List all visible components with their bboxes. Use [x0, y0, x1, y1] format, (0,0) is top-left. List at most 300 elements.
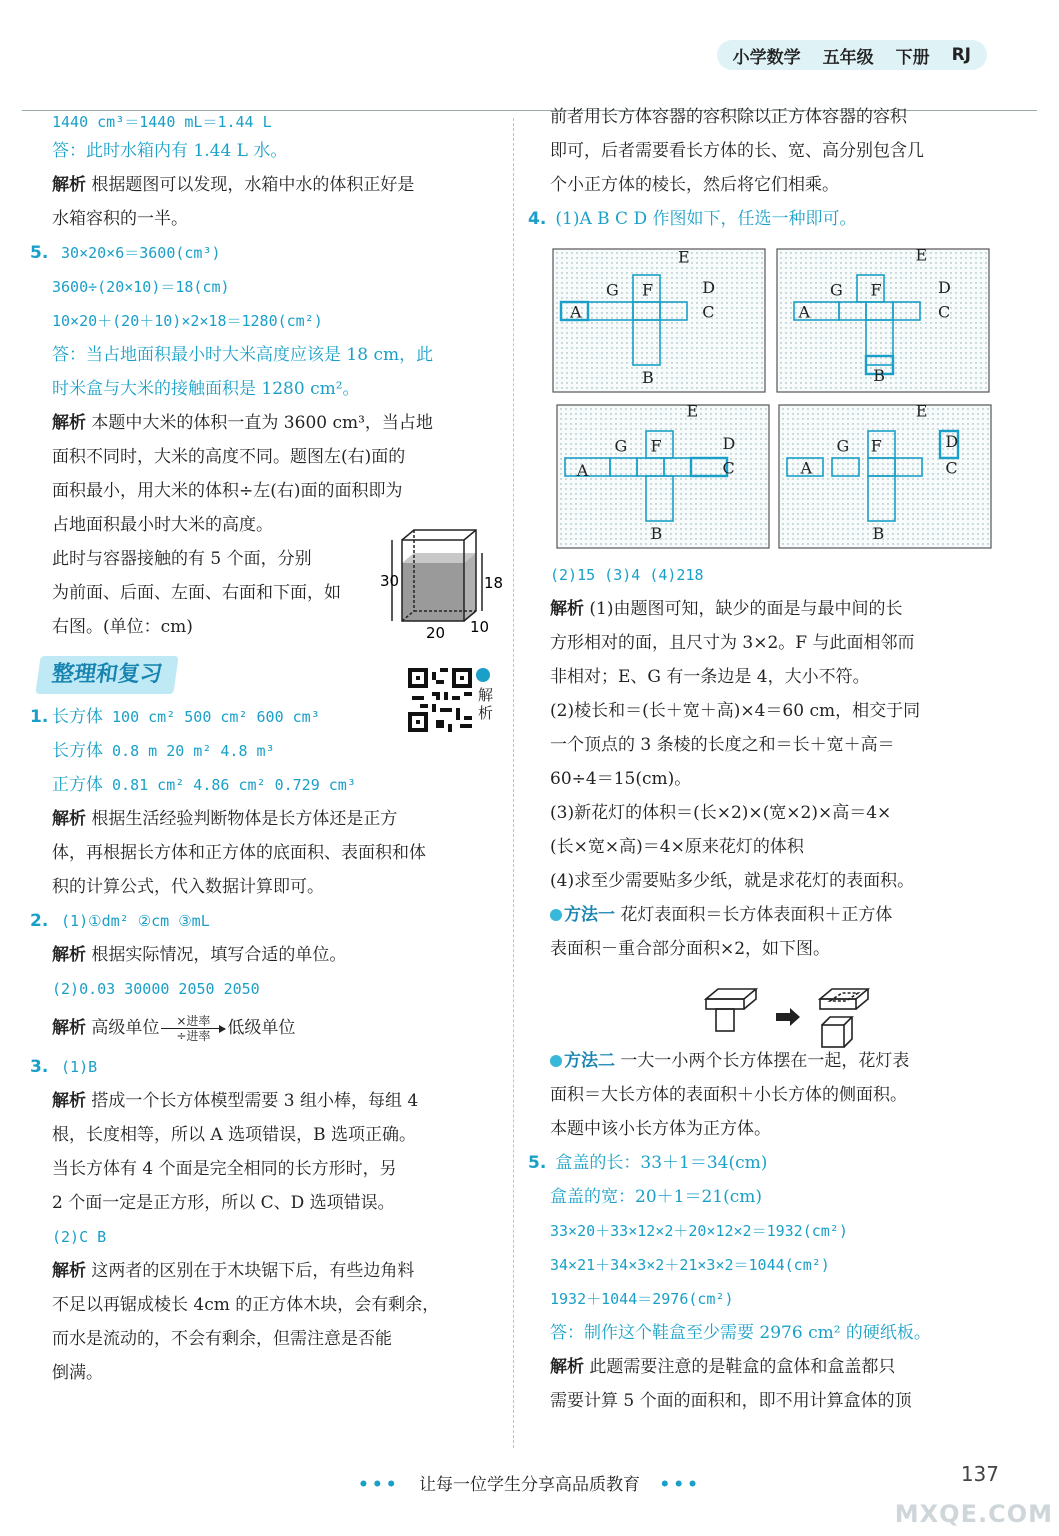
grid-dot — [705, 498, 706, 499]
grid-dot — [800, 342, 801, 343]
grid-dot — [650, 493, 651, 494]
grid-dot — [556, 367, 557, 368]
grid-dot — [852, 488, 853, 489]
grid-dot — [695, 533, 696, 534]
grid-dot — [736, 257, 737, 258]
grid-dot — [857, 528, 858, 529]
grid-dot — [885, 312, 886, 313]
grid-dot — [845, 312, 846, 313]
grid-dot — [895, 367, 896, 368]
grid-dot — [655, 408, 656, 409]
grid-dot — [651, 252, 652, 253]
grid-dot — [616, 377, 617, 378]
grid-dot — [606, 252, 607, 253]
grid-dot — [932, 518, 933, 519]
grid-dot — [641, 342, 642, 343]
grid-dot — [795, 357, 796, 358]
grid-dot — [972, 443, 973, 444]
grid-dot — [792, 463, 793, 464]
grid-dot — [740, 463, 741, 464]
grid-dot — [977, 498, 978, 499]
text: (1)由题图可知，缺少的面是与最中间的长 — [584, 599, 903, 619]
grid-dot — [932, 443, 933, 444]
grid-dot — [675, 408, 676, 409]
grid-dot — [872, 408, 873, 409]
grid-dot — [832, 408, 833, 409]
grid-dot — [827, 458, 828, 459]
grid-dot — [600, 428, 601, 429]
grid-dot — [782, 408, 783, 409]
grid-dot — [671, 262, 672, 263]
grid-dot — [761, 282, 762, 283]
grid-dot — [782, 463, 783, 464]
grid-dot — [975, 387, 976, 388]
grid-dot — [962, 508, 963, 509]
grid-dot — [907, 523, 908, 524]
grid-dot — [696, 382, 697, 383]
grid-dot — [785, 267, 786, 268]
grid-dot — [750, 413, 751, 414]
grid-dot — [935, 332, 936, 333]
grid-dot — [756, 287, 757, 288]
grid-dot — [676, 382, 677, 383]
grid-dot — [760, 483, 761, 484]
text-line: 而水是流动的，不会有剩余，但需注意是否能 — [52, 1329, 392, 1349]
grid-dot — [726, 372, 727, 373]
grid-dot — [745, 488, 746, 489]
grid-dot — [820, 372, 821, 373]
grid-dot — [730, 543, 731, 544]
grid-dot — [807, 483, 808, 484]
grid-dot — [705, 513, 706, 514]
grid-dot — [955, 362, 956, 363]
grid-dot — [725, 533, 726, 534]
grid-dot — [646, 327, 647, 328]
grid-dot — [575, 453, 576, 454]
grid-dot — [917, 433, 918, 434]
grid-dot — [915, 287, 916, 288]
grid-dot — [685, 493, 686, 494]
grid-dot — [882, 428, 883, 429]
grid-dot — [852, 468, 853, 469]
grid-dot — [591, 337, 592, 338]
grid-dot — [817, 433, 818, 434]
grid-dot — [850, 252, 851, 253]
grid-dot — [605, 493, 606, 494]
grid-dot — [897, 443, 898, 444]
grid-dot — [741, 307, 742, 308]
grid-dot — [721, 252, 722, 253]
grid-dot — [736, 297, 737, 298]
grid-dot — [610, 478, 611, 479]
grid-dot — [595, 468, 596, 469]
grid-dot — [751, 332, 752, 333]
grid-dot — [636, 382, 637, 383]
grid-dot — [882, 443, 883, 444]
grid-dot — [952, 508, 953, 509]
grid-dot — [967, 468, 968, 469]
grid-dot — [812, 473, 813, 474]
play-icon[interactable] — [476, 668, 490, 682]
grid-dot — [746, 362, 747, 363]
grid-dot — [822, 533, 823, 534]
grid-dot — [802, 528, 803, 529]
grid-dot — [855, 377, 856, 378]
grid-dot — [937, 513, 938, 514]
grid-dot — [790, 357, 791, 358]
grid-dot — [646, 357, 647, 358]
grid-dot — [611, 387, 612, 388]
grid-dot — [695, 543, 696, 544]
grid-dot — [571, 287, 572, 288]
grid-dot — [820, 287, 821, 288]
grid-dot — [787, 408, 788, 409]
grid-dot — [740, 488, 741, 489]
grid-dot — [950, 297, 951, 298]
grid-dot — [817, 543, 818, 544]
grid-dot — [685, 488, 686, 489]
grid-dot — [942, 448, 943, 449]
grid-dot — [947, 523, 948, 524]
grid-dot — [671, 367, 672, 368]
answer-line: 答：此时水箱内有 1.44 L 水。 — [52, 141, 288, 161]
answer-line: (2)C B — [52, 1228, 107, 1246]
grid-dot — [755, 473, 756, 474]
grid-dot — [626, 382, 627, 383]
grid-dot — [850, 292, 851, 293]
grid-dot — [730, 503, 731, 504]
grid-dot — [795, 362, 796, 363]
grid-dot — [751, 352, 752, 353]
grid-dot — [880, 257, 881, 258]
grid-dot — [566, 362, 567, 363]
grid-dot — [800, 297, 801, 298]
grid-dot — [590, 528, 591, 529]
grid-dot — [940, 347, 941, 348]
grid-dot — [701, 327, 702, 328]
grid-dot — [830, 337, 831, 338]
grid-dot — [635, 483, 636, 484]
grid-dot — [711, 337, 712, 338]
grid-dot — [890, 322, 891, 323]
grid-dot — [686, 337, 687, 338]
grid-dot — [581, 332, 582, 333]
grid-dot — [670, 503, 671, 504]
grid-dot — [807, 443, 808, 444]
grid-dot — [812, 488, 813, 489]
grid-dot — [860, 307, 861, 308]
grid-dot — [935, 282, 936, 283]
grid-dot — [685, 483, 686, 484]
grid-dot — [872, 423, 873, 424]
grid-dot — [646, 252, 647, 253]
grid-dot — [905, 362, 906, 363]
grid-dot — [745, 513, 746, 514]
grid-dot — [965, 272, 966, 273]
grid-dot — [615, 473, 616, 474]
grid-dot — [556, 312, 557, 313]
grid-dot — [580, 438, 581, 439]
grid-dot — [840, 387, 841, 388]
grid-dot — [805, 342, 806, 343]
grid-dot — [651, 322, 652, 323]
grid-dot — [631, 262, 632, 263]
grid-dot — [920, 267, 921, 268]
grid-dot — [857, 448, 858, 449]
grid-dot — [807, 413, 808, 414]
grid-dot — [870, 357, 871, 358]
grid-dot — [987, 413, 988, 414]
grid-dot — [746, 372, 747, 373]
method-line — [528, 898, 1008, 932]
grid-dot — [731, 257, 732, 258]
grid-dot — [885, 362, 886, 363]
water-label: 18 — [484, 574, 504, 592]
grid-dot — [705, 463, 706, 464]
grid-dot — [782, 468, 783, 469]
grid-dot — [910, 317, 911, 318]
grid-dot — [706, 372, 707, 373]
grid-dot — [715, 543, 716, 544]
grid-dot — [975, 322, 976, 323]
grid-dot — [700, 498, 701, 499]
grid-dot — [665, 463, 666, 464]
grid-dot — [797, 528, 798, 529]
grid-dot — [795, 372, 796, 373]
grid-dot — [790, 372, 791, 373]
grid-dot — [810, 332, 811, 333]
grid-dot — [865, 297, 866, 298]
grid-dot — [890, 262, 891, 263]
grid-dot — [895, 282, 896, 283]
grid-dot — [721, 367, 722, 368]
grid-dot — [862, 418, 863, 419]
grid-dot — [857, 428, 858, 429]
grid-dot — [616, 312, 617, 313]
grid-dot — [761, 327, 762, 328]
grid-dot — [746, 322, 747, 323]
grid-dot — [970, 347, 971, 348]
grid-dot — [685, 468, 686, 469]
grid-dot — [982, 538, 983, 539]
grid-dot — [601, 362, 602, 363]
grid-dot — [900, 292, 901, 293]
grid-dot — [845, 297, 846, 298]
grid-dot — [887, 468, 888, 469]
grid-dot — [950, 327, 951, 328]
grid-dot — [880, 317, 881, 318]
grid-dot — [670, 473, 671, 474]
grid-dot — [805, 272, 806, 273]
grid-dot — [830, 267, 831, 268]
grid-dot — [656, 287, 657, 288]
grid-dot — [610, 518, 611, 519]
grid-dot — [857, 443, 858, 444]
grid-dot — [701, 372, 702, 373]
grid-dot — [855, 367, 856, 368]
grid-dot — [857, 513, 858, 514]
text-line: 前者用长方体容器的容积除以正方体容器的容积 — [550, 107, 907, 127]
grid-dot — [862, 513, 863, 514]
grid-dot — [937, 478, 938, 479]
grid-dot — [857, 508, 858, 509]
grid-dot — [805, 337, 806, 338]
grid-dot — [745, 498, 746, 499]
grid-dot — [967, 443, 968, 444]
grid-dot — [810, 297, 811, 298]
grid-dot — [596, 257, 597, 258]
grid-dot — [927, 468, 928, 469]
grid-dot — [581, 282, 582, 283]
grid-dot — [750, 513, 751, 514]
grid-dot — [686, 377, 687, 378]
grid-dot — [797, 513, 798, 514]
grid-dot — [685, 438, 686, 439]
grid-dot — [830, 347, 831, 348]
grid-dot — [812, 468, 813, 469]
grid-dot — [985, 262, 986, 263]
grid-dot — [760, 468, 761, 469]
grid-dot — [610, 413, 611, 414]
grid-dot — [570, 498, 571, 499]
grid-dot — [890, 287, 891, 288]
grid-dot — [606, 267, 607, 268]
grid-dot — [837, 533, 838, 534]
grid-dot — [957, 488, 958, 489]
qr-code[interactable] — [408, 668, 472, 732]
grid-dot — [902, 448, 903, 449]
grid-dot — [746, 357, 747, 358]
grid-dot — [616, 267, 617, 268]
arrow-line — [161, 1028, 225, 1029]
grid-dot — [636, 287, 637, 288]
grid-dot — [915, 267, 916, 268]
grid-dot — [631, 252, 632, 253]
grid-dot — [590, 423, 591, 424]
grid-dot — [870, 312, 871, 313]
grid-dot — [985, 382, 986, 383]
grid-dot — [870, 337, 871, 338]
grid-dot — [782, 443, 783, 444]
grid-dot — [965, 312, 966, 313]
grid-dot — [700, 533, 701, 534]
grid-dot — [721, 372, 722, 373]
depth-label: 10 — [470, 618, 490, 636]
grid-dot — [792, 413, 793, 414]
grid-dot — [925, 332, 926, 333]
grid-dot — [630, 448, 631, 449]
grid-dot — [935, 272, 936, 273]
grid-dot — [660, 463, 661, 464]
grid-dot — [897, 423, 898, 424]
grid-dot — [710, 503, 711, 504]
grid-dot — [780, 362, 781, 363]
grid-dot — [952, 513, 953, 514]
grid-dot — [591, 267, 592, 268]
grid-dot — [580, 543, 581, 544]
grid-dot — [666, 307, 667, 308]
grid-dot — [965, 297, 966, 298]
grid-dot — [780, 252, 781, 253]
grid-dot — [736, 372, 737, 373]
grid-dot — [661, 367, 662, 368]
grid-dot — [561, 342, 562, 343]
grid-dot — [915, 297, 916, 298]
grid-dot — [945, 262, 946, 263]
grid-dot — [656, 327, 657, 328]
grid-dot — [800, 362, 801, 363]
grid-dot — [741, 352, 742, 353]
grid-dot — [880, 312, 881, 313]
grid-dot — [812, 443, 813, 444]
grid-dot — [955, 357, 956, 358]
grid-dot — [765, 463, 766, 464]
grid-dot — [685, 423, 686, 424]
grid-dot — [590, 483, 591, 484]
grid-dot — [596, 332, 597, 333]
grid-dot — [680, 418, 681, 419]
grid-dot — [671, 327, 672, 328]
grid-dot — [812, 413, 813, 414]
grid-dot — [925, 267, 926, 268]
grid-dot — [700, 428, 701, 429]
grid-dot — [671, 337, 672, 338]
grid-dot — [905, 352, 906, 353]
grid-dot — [740, 528, 741, 529]
grid-dot — [561, 337, 562, 338]
grid-dot — [566, 282, 567, 283]
grid-dot — [930, 327, 931, 328]
grid-dot — [731, 362, 732, 363]
grid-dot — [830, 327, 831, 328]
grid-dot — [635, 508, 636, 509]
grid-dot — [917, 483, 918, 484]
grid-dot — [720, 468, 721, 469]
grid-dot — [725, 478, 726, 479]
grid-dot — [927, 458, 928, 459]
grid-dot — [967, 448, 968, 449]
grid-dot — [840, 327, 841, 328]
grid-dot — [972, 508, 973, 509]
grid-dot — [665, 493, 666, 494]
grid-dot — [656, 297, 657, 298]
grid-dot — [741, 377, 742, 378]
grid-dot — [556, 322, 557, 323]
grid-dot — [940, 327, 941, 328]
grid-dot — [815, 387, 816, 388]
grid-dot — [912, 438, 913, 439]
grid-dot — [860, 367, 861, 368]
grid-dot — [975, 257, 976, 258]
grid-dot — [646, 362, 647, 363]
grid-dot — [957, 418, 958, 419]
grid-dot — [832, 543, 833, 544]
grid-dot — [630, 523, 631, 524]
grid-dot — [590, 523, 591, 524]
net-grids — [552, 248, 1002, 553]
grid-dot — [606, 367, 607, 368]
grid-dot — [820, 262, 821, 263]
grid-dot — [726, 382, 727, 383]
grid-dot — [676, 292, 677, 293]
grid-dot — [825, 357, 826, 358]
grid-dot — [630, 513, 631, 514]
grid-dot — [720, 473, 721, 474]
grid-dot — [877, 498, 878, 499]
grid-dot — [917, 498, 918, 499]
grid-dot — [895, 337, 896, 338]
grid-dot — [566, 272, 567, 273]
